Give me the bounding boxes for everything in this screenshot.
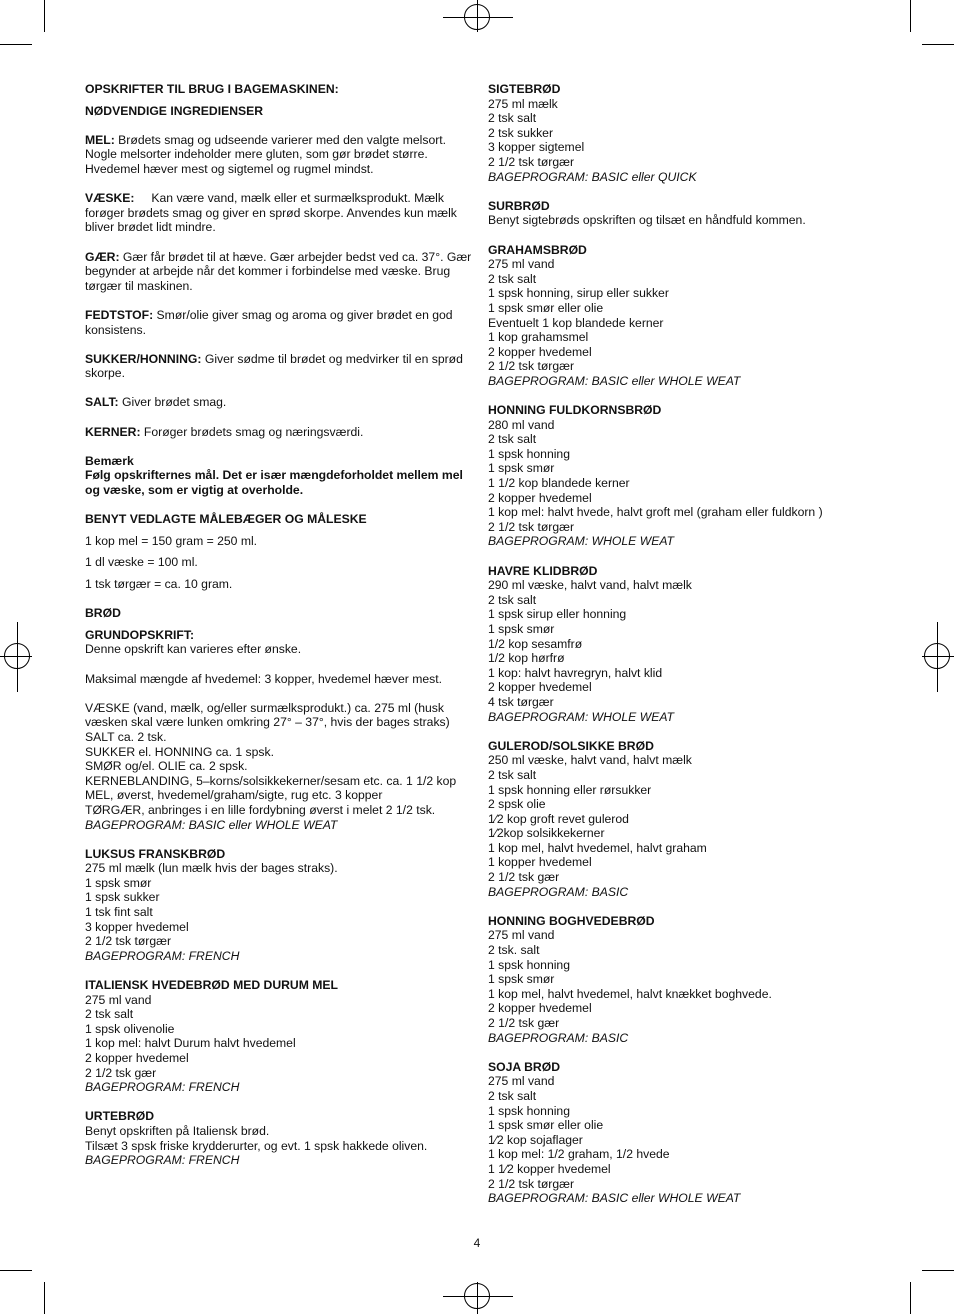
spacer [85, 686, 473, 701]
spacer [85, 570, 473, 577]
section-heading: URTEBRØD [85, 1109, 155, 1124]
text-line: 2 1/2 tsk tørgær [488, 519, 575, 534]
text-line: 2 spsk olie [488, 797, 546, 812]
text-line: 1 spsk smør [488, 461, 555, 476]
text-line [85, 395, 473, 410]
spacer [85, 97, 473, 104]
section-heading: GRUNDOPSKRIFT: [85, 627, 195, 642]
text-line: Benyt opskriften på Italiensk brød. [85, 1123, 270, 1138]
text-line: 2 tsk. salt [488, 943, 540, 958]
text-line: SUKKER el. HONNING ca. 1 spsk. [85, 744, 274, 759]
text-line: 275 ml vand [488, 928, 555, 943]
text-line: 280 ml vand [488, 417, 555, 432]
spacer [85, 621, 473, 628]
section-heading: BRØD [85, 606, 121, 621]
text-line: 1 spsk smør eller olie [488, 300, 604, 315]
spacer [85, 963, 473, 978]
text-line: 1 spsk honning [488, 446, 570, 461]
section-heading: SURBRØD [488, 198, 550, 213]
bake-program-line: BAGEPROGRAM: FRENCH [85, 1153, 240, 1168]
crop-mark [910, 1282, 911, 1314]
section-heading: HONNING BOGHVEDEBRØD [488, 913, 655, 928]
text-line: TØRGÆR, anbringes i en lille fordybning øverst i melet 2 1/2 tsk. [85, 802, 436, 817]
section-heading: Bemærk [85, 453, 134, 468]
section-heading: HONNING FULDKORNSBRØD [488, 403, 662, 418]
term-description: Giver sødme til brødet og medvirker til en sprød skorpe. [85, 351, 467, 381]
text-line: 1 kop mel, halvt hvedemel, halvt knækket boghvede. [488, 986, 772, 1001]
bake-program-line: BAGEPROGRAM: FRENCH [85, 948, 240, 963]
text-line: 2 1/2 tsk gær [85, 1065, 157, 1080]
text-line: 1 kop mel: halvt hvede, halvt groft mel (graham eller fuldkorn ) [488, 505, 823, 520]
text-line: 2 kopper hvedemel [488, 490, 592, 505]
text-line: 1 spsk smør [488, 972, 555, 987]
crop-mark [0, 1270, 32, 1271]
bake-program-line: BAGEPROGRAM: BASIC eller WHOLE WEAT [488, 373, 741, 388]
text-line: 275 ml vand [488, 257, 555, 272]
spacer [85, 527, 473, 534]
spacer [85, 337, 473, 352]
text-line: 2 tsk salt [488, 592, 537, 607]
text-line: 2 tsk salt [488, 271, 537, 286]
section-heading: OPSKRIFTER TIL BRUG I BAGEMASKINEN: [85, 82, 339, 96]
spacer [488, 899, 888, 914]
left-column [85, 82, 473, 1168]
term-description: Brødets smag og udseende varierer med den valgte melsort. Nogle melsorter indeholder mere gluten, som gør brødet større. Hvedemel hæver mest og sigtemel og rugmel mindst. [85, 132, 450, 176]
section-heading: Følg opskrifternes mål. Det er især mængdeforholdet mellem mel og væske, som er vigtig at overholde. [85, 468, 463, 498]
text-line: 2 1/2 tsk tørgær [488, 1176, 575, 1191]
text-line: 1 spsk smør [85, 875, 152, 890]
text-line: 2 1/2 tsk tørgær [488, 359, 575, 374]
text-line: 3 kopper hvedemel [85, 919, 189, 934]
text-line: 1 tsk fint salt [85, 905, 153, 920]
bake-program-line: BAGEPROGRAM: FRENCH [85, 1080, 240, 1095]
right-column [488, 82, 888, 1206]
text-line: 1/2 kop sesamfrø [488, 636, 583, 651]
spacer [488, 228, 888, 243]
text-line [85, 308, 473, 337]
term-description: Forøger brødets smag og næringsværdi. [140, 424, 364, 439]
text-line: 275 ml mælk [488, 96, 558, 111]
text-line: 1 kop mel: halvt Durum halvt hvedemel [85, 1036, 296, 1051]
term-description: Kan være vand, mælk eller et surmælksprodukt. Mælk forøger brødets smag og giver en sprød skorpe. Anvendes kun mælk bliver brødet lidt mindre. [85, 191, 461, 235]
text-line: 1 dl væske = 100 ml. [85, 555, 198, 570]
text-line: 1 1⁄2 kopper hvedemel [488, 1161, 611, 1176]
text-line: 2 1/2 tsk gær [488, 870, 560, 885]
text-line: 1 spsk sirup eller honning [488, 607, 627, 622]
section-heading: NØDVENDIGE INGREDIENSER [85, 103, 264, 118]
text-line: VÆSKE (vand, mælk, og/eller surmælksprodukt.) ca. 275 ml (husk væsken skal være lunken omkring 27° – 37°, hvis der bages straks) [85, 700, 450, 730]
spacer [85, 439, 473, 454]
text-line: 275 ml vand [85, 992, 152, 1007]
text-line: 2 tsk salt [488, 111, 537, 126]
text-line: 1 spsk honning [488, 1103, 570, 1118]
term-description: Giver brødet smag. [118, 395, 227, 410]
text-line: 275 ml mælk (lun mælk hvis der bages straks). [85, 861, 338, 876]
spacer [85, 548, 473, 555]
crop-mark [922, 44, 954, 45]
text-line: SMØR og/el. OLIE ca. 2 spsk. [85, 759, 248, 774]
spacer [85, 1095, 473, 1110]
text-line: 1⁄2kop solsikkekerner [488, 826, 605, 841]
term-label: SUKKER/HONNING: [85, 351, 202, 366]
term-label: FEDTSTOF: [85, 307, 154, 322]
section-heading: GULEROD/SOLSIKKE BRØD [488, 738, 654, 753]
text-line: 2 tsk salt [488, 432, 537, 447]
text-line: 1/2 kop hørfrø [488, 651, 565, 666]
spacer [85, 293, 473, 308]
section-heading: LUKSUS FRANSKBRØD [85, 846, 226, 861]
spacer [85, 381, 473, 396]
term-label: SALT: [85, 395, 119, 410]
text-line: KERNEBLANDING, 5–korns/solsikkekerner/sesam etc. ca. 1 1/2 kop [85, 773, 457, 788]
text-line: 275 ml vand [488, 1074, 555, 1089]
text-line: 1 spsk honning, sirup eller sukker [488, 286, 669, 301]
spacer [488, 184, 888, 199]
spacer [85, 657, 473, 672]
text-line [85, 250, 473, 294]
spacer [85, 498, 473, 513]
spacer [488, 724, 888, 739]
term-label: VÆSKE: [85, 191, 135, 206]
text-line: 2 1/2 tsk tørgær [488, 154, 575, 169]
text-line: Eventuelt 1 kop blandede kerner [488, 315, 664, 330]
bake-program-line: BAGEPROGRAM: BASIC [488, 884, 629, 899]
crop-mark [44, 0, 45, 32]
text-line: 1 spsk honning eller rørsukker [488, 782, 652, 797]
term-label: MEL: [85, 132, 115, 147]
spacer [85, 832, 473, 847]
spacer [488, 549, 888, 564]
text-line: 1 kop mel, halvt hvedemel, halvt graham [488, 840, 707, 855]
spacer [488, 1045, 888, 1060]
text-line [85, 352, 473, 381]
section-heading: SOJA BRØD [488, 1059, 561, 1074]
text-line: Denne opskrift kan varieres efter ønske. [85, 642, 302, 657]
term-label: GÆR: [85, 249, 120, 264]
text-line: 1⁄2 kop groft revet gulerod [488, 811, 629, 826]
text-line: 1 kopper hvedemel [488, 855, 592, 870]
text-line: 2 kopper hvedemel [488, 1001, 592, 1016]
text-line: 2 kopper hvedemel [488, 680, 592, 695]
text-line: 2 tsk salt [85, 1007, 134, 1022]
crop-mark [910, 0, 911, 32]
text-line: 250 ml væske, halvt vand, halvt mælk [488, 753, 692, 768]
text-line: 2 1/2 tsk tørgær [85, 934, 172, 949]
text-line: Benyt sigtebrøds opskriften og tilsæt en håndfuld kommen. [488, 213, 806, 228]
text-line: 1 spsk sukker [85, 890, 160, 905]
text-line: 1 spsk smør eller olie [488, 1118, 604, 1133]
text-line: 1 kop mel = 150 gram = 250 ml. [85, 533, 258, 548]
bake-program-line: BAGEPROGRAM: WHOLE WEAT [488, 709, 674, 724]
text-line: Maksimal mængde af hvedemel: 3 kopper, hvedemel hæver mest. [85, 671, 442, 686]
text-line: 2 tsk salt [488, 767, 537, 782]
text-line: 2 1/2 tsk gær [488, 1016, 560, 1030]
spacer [85, 592, 473, 607]
spacer [85, 410, 473, 425]
text-line: 1 spsk honning [488, 957, 570, 972]
text-line [85, 133, 473, 177]
text-line: 290 ml væske, halvt vand, halvt mælk [488, 578, 692, 593]
spacer [85, 235, 473, 250]
bake-program-line: BAGEPROGRAM: BASIC [488, 1030, 629, 1045]
spacer [85, 118, 473, 133]
text-line: 1 spsk olivenolie [85, 1021, 175, 1036]
term-description: Smør/olie giver smag og aroma og giver brødet en god konsistens. [85, 307, 456, 337]
crop-mark [922, 1270, 954, 1271]
section-heading: ITALIENSK HVEDEBRØD MED DURUM MEL [85, 978, 339, 993]
section-heading: SIGTEBRØD [488, 82, 561, 96]
text-line: 1 kop grahamsmel [488, 330, 589, 345]
text-line: 2 kopper hvedemel [488, 344, 592, 359]
spacer [85, 177, 473, 192]
bake-program-line: BAGEPROGRAM: BASIC eller QUICK [488, 169, 697, 184]
text-line: 1 kop mel: 1/2 graham, 1/2 hvede [488, 1147, 670, 1162]
text-line: 2 tsk salt [488, 1088, 537, 1103]
text-line [85, 425, 473, 440]
bake-program-line: BAGEPROGRAM: BASIC eller WHOLE WEAT [85, 817, 338, 832]
bake-program-line: BAGEPROGRAM: BASIC eller WHOLE WEAT [488, 1191, 741, 1206]
section-heading: BENYT VEDLAGTE MÅLEBÆGER OG MÅLESKE [85, 512, 367, 527]
bake-program-line: BAGEPROGRAM: WHOLE WEAT [488, 534, 674, 549]
text-line: 1 tsk tørgær = ca. 10 gram. [85, 577, 233, 591]
text-line: Tilsæt 3 spsk friske krydderurter, og evt. 1 spsk hakkede oliven. [85, 1138, 428, 1153]
text-line: 1 spsk smør [488, 621, 555, 636]
text-line: 1⁄2 kop sojaflager [488, 1132, 583, 1147]
text-line: 2 tsk sukker [488, 125, 554, 140]
section-heading: HAVRE KLIDBRØD [488, 563, 598, 578]
text-line [85, 191, 473, 235]
text-line: 1 kop: halvt havregryn, halvt klid [488, 665, 663, 680]
spacer [488, 388, 888, 403]
text-line: 4 tsk tørgær [488, 694, 554, 709]
crop-mark [0, 44, 32, 45]
crop-mark [44, 1282, 45, 1314]
text-line: SALT ca. 2 tsk. [85, 729, 167, 744]
page-number: 4 [473, 1236, 481, 1250]
term-description: Gær får brødet til at hæve. Gær arbejder bedst ved ca. 37°. Gær begynder at arbejde når det kommer i forbindelse med væske. Brug tørgær til maskinen. [85, 249, 475, 293]
section-heading: GRAHAMSBRØD [488, 242, 587, 257]
text-line: MEL, øverst, hvedemel/graham/sigte, rug etc. 3 kopper [85, 788, 383, 803]
text-line: 2 kopper hvedemel [85, 1051, 189, 1065]
text-line: 1 1/2 kop blandede kerner [488, 476, 630, 491]
text-line: 3 kopper sigtemel [488, 140, 585, 155]
term-label: KERNER: [85, 424, 141, 439]
